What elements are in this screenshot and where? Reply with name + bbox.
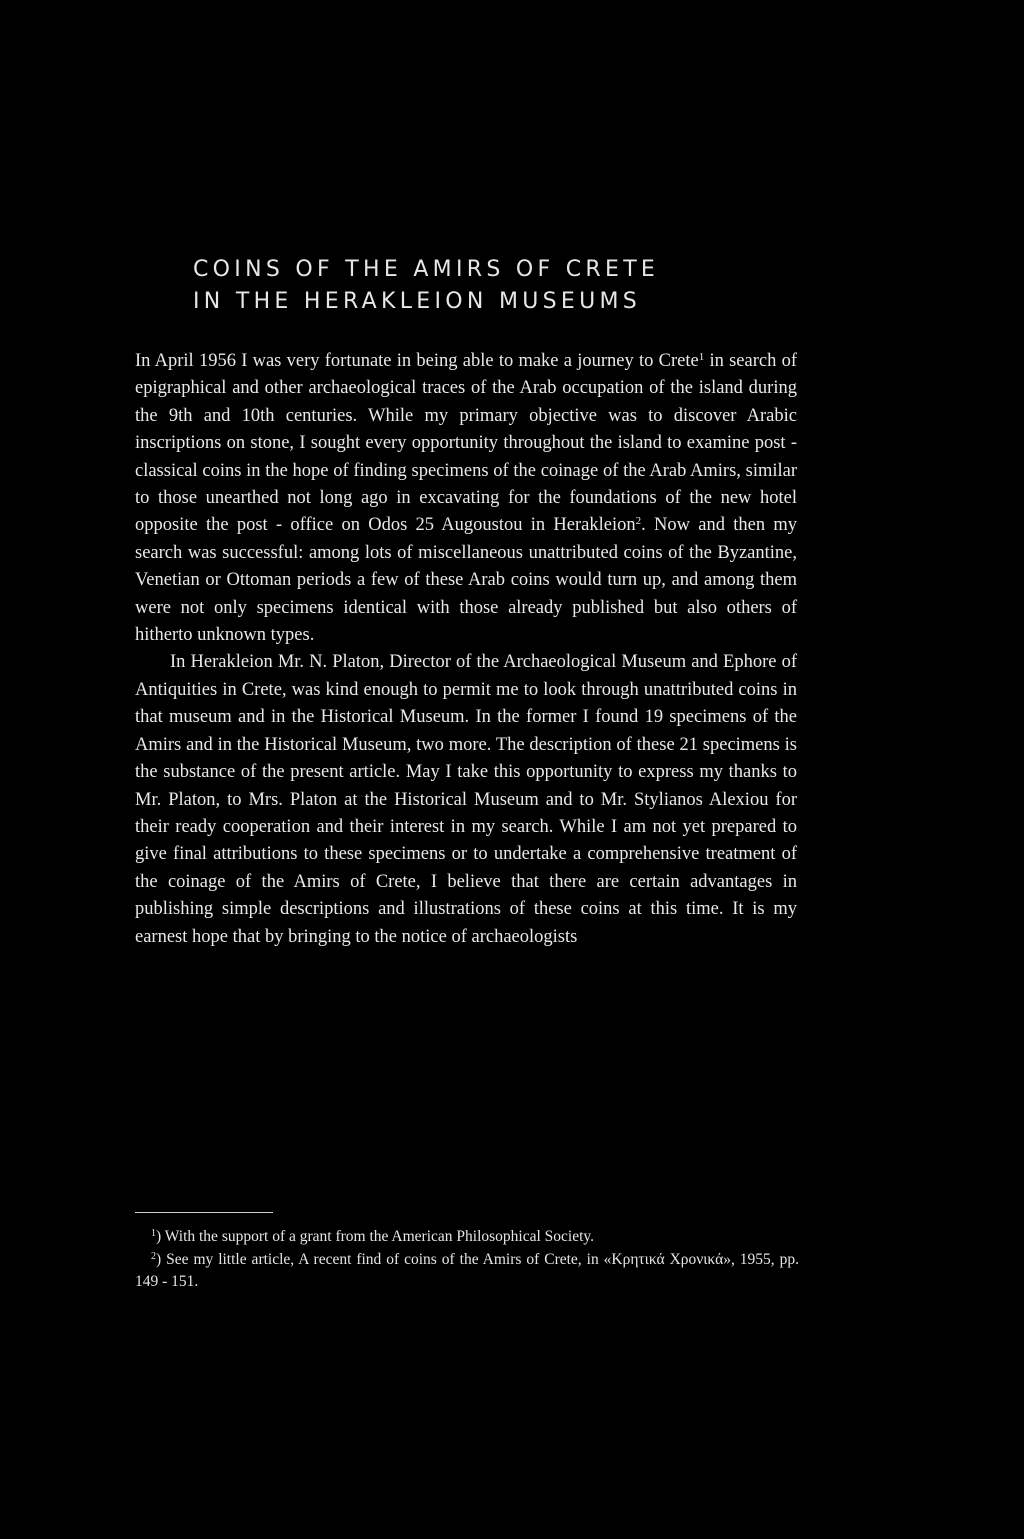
paragraph-1-text-b: in search of epigraphical and other archaeological traces of the Arab occupation of the island during the 9th and 10th centuries. While my primary objective was to discover Arabic inscriptions on stone, I sought every opportunity throughout the island to examine post - classical coins in the hope of finding specimens of the coinage of the Arab Amirs, similar to those unearthed not long ago in excavating for the foundations of the new hotel opposite the post - office on Odos 25 Augoustou in Herakleion (135, 351, 797, 536)
footnote-reference-1: 1 (698, 351, 705, 363)
body-paragraph-1 (135, 348, 797, 649)
body-paragraph-2: In Herakleion Mr. N. Platon, Director of the Archaeological Museum and Ephore of Antiquities in Crete, was kind enough to permit me to look through unattributed coins in that museum and in the Historical Museum. In the former I found 19 specimens of the Amirs and in the Historical Museum, two more. The description of these 21 specimens is the substance of the present article. May I take this opportunity to express my thanks to Mr. Platon, to Mrs. Platon at the Historical Museum and to Mr. Stylianos Alexiou for their ready cooperation and their interest in my search. While I am not yet prepared to give final attributions to these specimens or to undertake a comprehensive treatment of the coinage of the Amirs of Crete, I believe that there are certain advantages in publishing simple descriptions and illustrations of these coins at this time. It is my earnest hope that by bringing to the notice of archaeologists (135, 652, 797, 947)
footnote-1-text: ) With the support of a grant from the American Philosophical Society. (156, 1228, 595, 1245)
paragraph-1-text-a: In April 1956 I was very fortunate in being able to make a journey to Crete (135, 351, 699, 371)
article-body (135, 348, 797, 951)
footnote-divider (135, 1212, 273, 1213)
footnote-2-mark: 2 (151, 1250, 156, 1262)
footnote-reference-2: 2 (635, 515, 642, 528)
title-line-2: IN THE HERAKLEION MUSEUMS (193, 289, 642, 314)
footnote-1-mark: 1 (151, 1228, 156, 1239)
footnote-2-text: ) See my little article, A recent find of coins of the Amirs of Crete, in «Κρητικά Χρονικά», 1955, pp. 149 - 151. (135, 1250, 799, 1290)
footnotes (135, 1226, 799, 1294)
article-title (193, 254, 833, 318)
footnote-1 (135, 1226, 799, 1249)
paragraph-1-text-c: . Now and then my search was successful: among lots of miscellaneous unattributed coins of the Byzantine, Venetian or Ottoman periods a few of these Arab coins would turn up, and among them were not only specimens identical with those already published but also others of hitherto unknown types. (135, 515, 797, 646)
title-line-1: COINS OF THE AMIRS OF CRETE (193, 257, 660, 282)
footnote-2 (135, 1249, 799, 1294)
